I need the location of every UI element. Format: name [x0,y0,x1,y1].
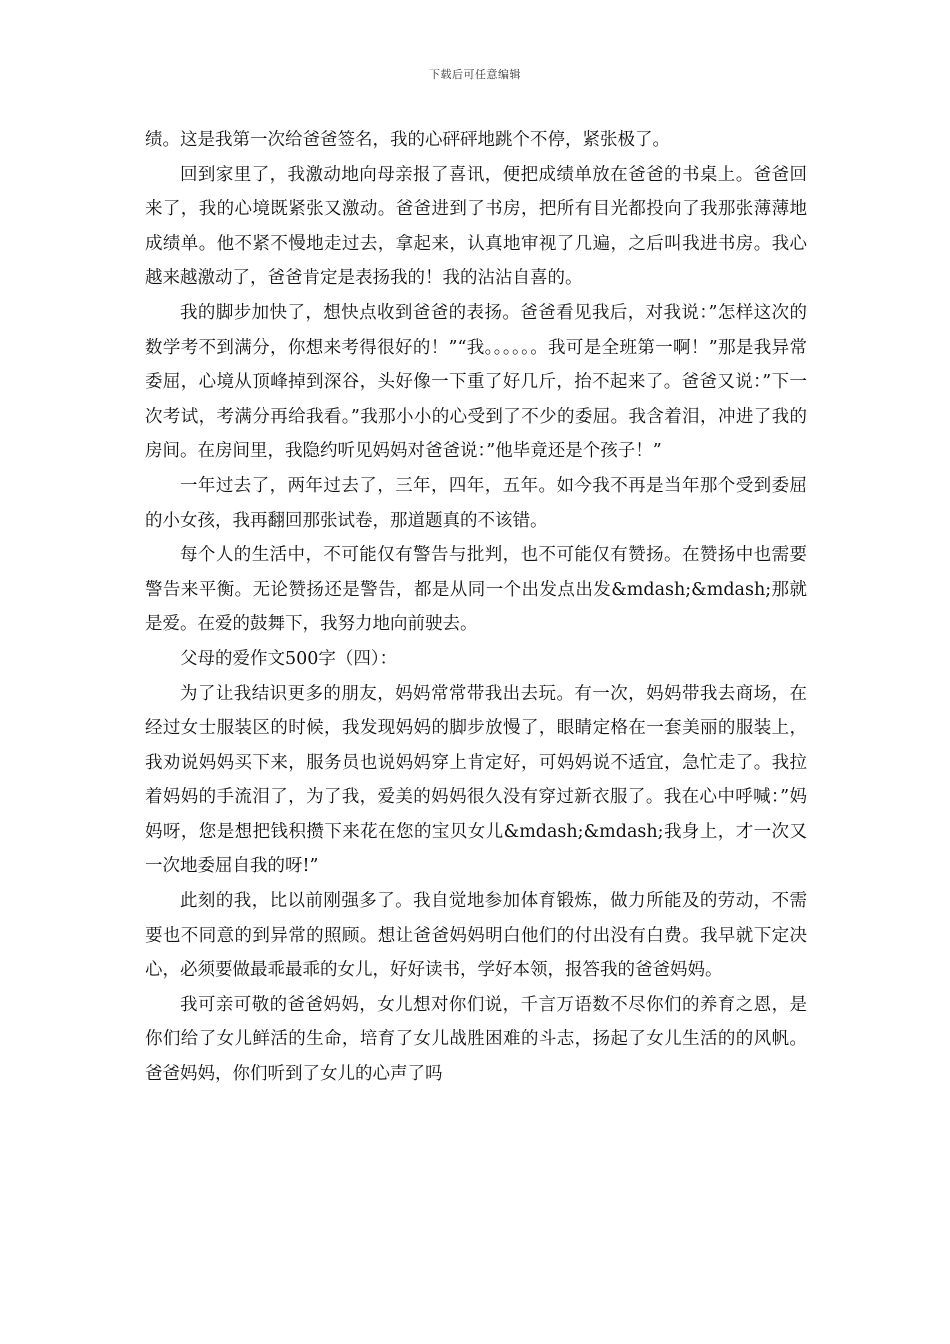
paragraph-6: 为了让我结识更多的朋友，妈妈常常带我出去玩。有一次，妈妈带我去商场，在经过女士服装区的时候，我发现妈妈的脚步放慢了，眼睛定格在一套美丽的服装上，我劝说妈妈买下来，服务员也说妈妈穿上肯定好，可妈妈说不适宜，急忙走了。我拉着妈妈的手流泪了，为了我，爱美的妈妈很久没有穿过新衣服了。我在心中呼喊：”妈妈呀，您是想把钱积攒下来花在您的宝贝女儿&mdash;&mdash;我身上，才一次又一次地委屈自我的呀!” [145,683,807,877]
paragraph-7: 此刻的我，比以前刚强多了。我自觉地参加体育锻炼，做力所能及的劳动，不需要也不同意的到异常的照顾。想让爸爸妈妈明白他们的付出没有白费。我早就下定决心，必须要做最乖最乖的女儿，好好读书，学好本领，报答我的爸爸妈妈。 [145,891,807,981]
document-body [145,123,807,1092]
paragraph-4: 一年过去了，两年过去了，三年，四年，五年。如今我不再是当年那个受到委屈的小女孩，我再翻回那张试卷，那道题真的不该错。 [145,475,807,531]
paragraph-1: 绩。这是我第一次给爸爸签名，我的心砰砰地跳个不停，紧张极了。 [145,130,670,150]
page-header: 下载后可任意编辑 [429,68,521,81]
paragraph-8: 我可亲可敬的爸爸妈妈，女儿想对你们说，千言万语数不尽你们的养育之恩，是你们给了女儿鲜活的生命，培育了女儿战胜困难的斗志，扬起了女儿生活的的风帆。爸爸妈妈，你们听到了女儿的心声了吗 [145,994,807,1085]
section-heading: 父母的爱作文500字（四）： [180,648,398,669]
paragraph-5: 每个人的生活中，不可能仅有警告与批判，也不可能仅有赞扬。在赞扬中也需要警告来平衡。无论赞扬还是警告，都是从同一个出发点出发&mdash;&mdash;那就是爱。在爱的鼓舞下，我努力地向前驶去。 [145,545,807,635]
paragraph-3: 我的脚步加快了，想快点收到爸爸的表扬。爸爸看见我后，对我说：”怎样这次的数学考不到满分，你想来考得很好的！”“我。。。。。。我可是全班第一啊！”那是我异常委屈，心境从顶峰掉到深谷，头好像一下重了好几斤，抬不起来了。爸爸又说：”下一次考试，考满分再给我看。”我那小小的心受到了不少的委屈。我含着泪，冲进了我的房间。在房间里，我隐约听见妈妈对爸爸说：”他毕竟还是个孩子！” [145,302,807,462]
paragraph-2: 回到家里了，我激动地向母亲报了喜讯，便把成绩单放在爸爸的书桌上。爸爸回来了，我的心境既紧张又激动。爸爸进到了书房，把所有目光都投向了我那张薄薄地成绩单。他不紧不慢地走过去，拿起来，认真地审视了几遍，之后叫我进书房。我心越来越激动了，爸爸肯定是表扬我的！我的沾沾自喜的。 [145,164,807,289]
